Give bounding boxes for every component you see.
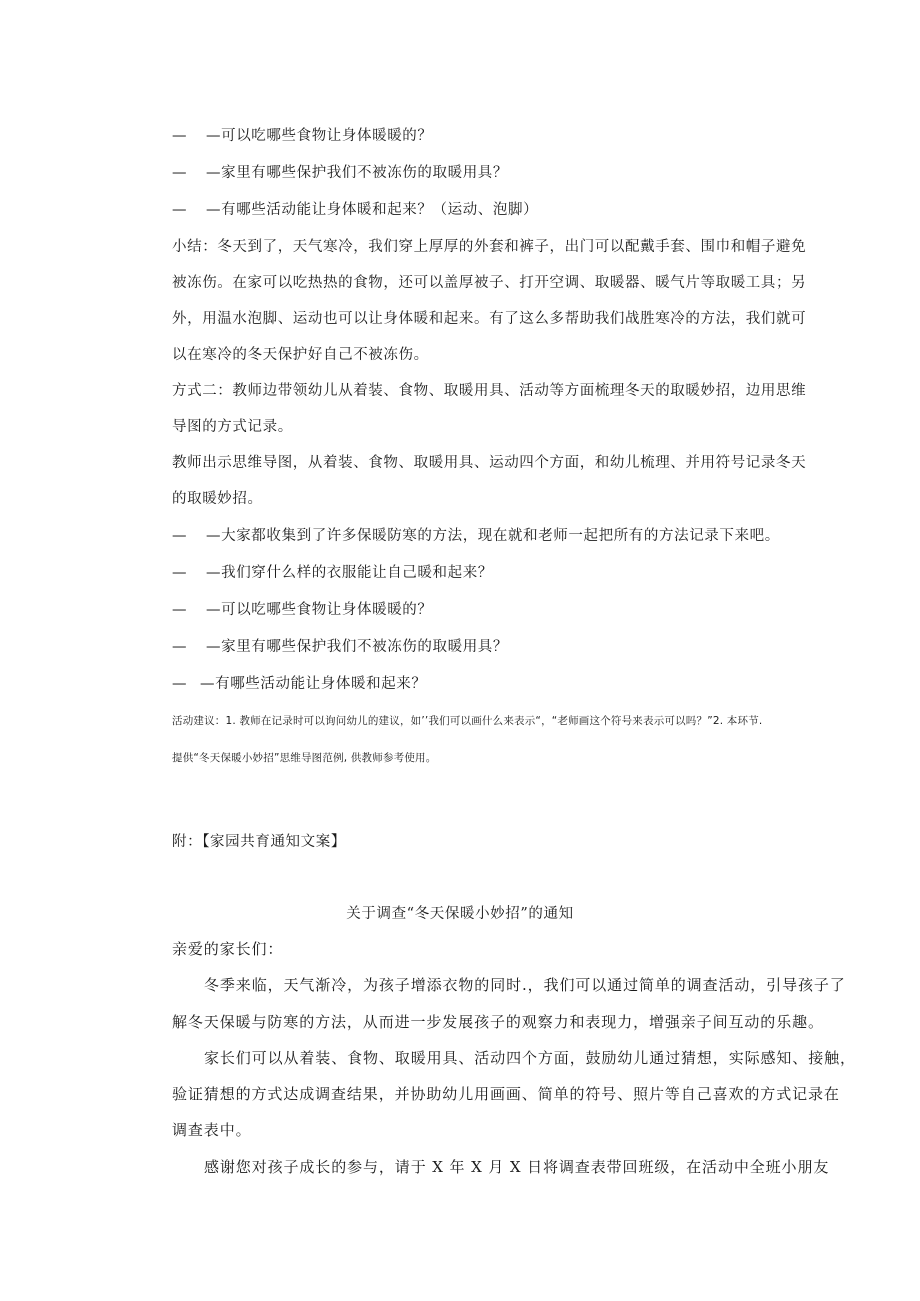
notice-paragraph-line: 感谢您对孩子成长的参与，请于 X 年 X 月 X 日将调查表带回班级，在活动中全班小朋友 <box>204 1158 830 1176</box>
notice-greeting: 亲爱的家长们： <box>172 940 284 958</box>
dash-marker: — <box>172 676 188 692</box>
activity-suggestion-line: 活动建议：1. 教师在记录时可以询问幼儿的建议，如’’我们可以画什么来表示“，“老师画这个符号来表示可以吗？”2. 本环节. <box>172 715 763 727</box>
notice-paragraph-line: 冬季来临，天气渐冷，为孩子增添衣物的同时.，我们可以通过简单的调查活动，引导孩子了 <box>204 976 846 994</box>
appendix-label: 附：【家园共育通知文案】 <box>172 834 346 850</box>
summary-line: 小结：冬天到了，天气寒冷，我们穿上厚厚的外套和裤子，出门可以配戴手套、围巾和帽子避免 <box>172 239 807 255</box>
dash-marker: — <box>172 128 188 144</box>
teacher-line: 教师出示思维导图，从着装、食物、取暖用具、运动四个方面，和幼儿梳理、并用符号记录冬天 <box>172 455 807 471</box>
question-line-heating-tools: — —家里有哪些保护我们不被冻伤的取暖用具？ <box>172 165 508 181</box>
dialogue-line: — —有哪些活动能让身体暖和起来？ <box>172 676 427 692</box>
dash-marker: — <box>172 639 188 655</box>
activity-suggestion-line: 提供“冬天保暖小妙招”思维导图范例, 供教师参考使用。 <box>172 752 437 764</box>
dialogue-line: — —我们穿什么样的衣服能让自己暖和起来？ <box>172 565 493 581</box>
method2-line: 导图的方式记录。 <box>172 419 293 435</box>
dash-marker: — <box>172 528 188 544</box>
dialogue-line: — —大家都收集到了许多保暖防寒的方法，现在就和老师一起把所有的方法记录下来吧。 <box>172 528 780 544</box>
dash-marker: — <box>172 165 188 181</box>
question-line-food: — —可以吃哪些食物让身体暖暖的？ <box>172 128 433 144</box>
dash-marker: — <box>172 202 188 218</box>
dash-marker: — <box>172 602 188 618</box>
notice-paragraph-line: 验证猜想的方式达成调查结果，并协助幼儿用画画、简单的符号、照片等自己喜欢的方式记录在 <box>172 1085 840 1103</box>
notice-paragraph-line: 家长们可以从着装、食物、取暖用具、活动四个方面，鼓励幼儿通过猜想，实际感知、接触， <box>204 1049 856 1067</box>
summary-line: 以在寒冷的冬天保护好自己不被冻伤。 <box>172 347 429 363</box>
question-line-activities: — —有哪些活动能让身体暖和起来？（运动、泡脚） <box>172 202 539 218</box>
summary-line: 外，用温水泡脚、运动也可以让身体暖和起来。有了这么多帮助我们战胜寒冷的方法，我们就可 <box>172 311 807 327</box>
method2-line: 方式二：教师边带领幼儿从着装、食物、取暖用具、活动等方面梳理冬天的取暖妙招，边用思维 <box>172 383 807 399</box>
teacher-line: 的取暖妙招。 <box>172 491 263 507</box>
dialogue-line: — —家里有哪些保护我们不被冻伤的取暖用具？ <box>172 639 508 655</box>
notice-paragraph-line: 解冬天保暖与防寒的方法，从而进一步发展孩子的观察力和表现力，增强亲子间互动的乐趣。 <box>172 1013 824 1031</box>
dash-marker: — <box>172 565 188 581</box>
dialogue-line: — —可以吃哪些食物让身体暖暖的？ <box>172 602 433 618</box>
notice-title: 关于调查“冬天保暖小妙招”的通知 <box>346 906 574 922</box>
notice-paragraph-line: 调查表中。 <box>172 1121 252 1139</box>
summary-line: 被冻伤。在家可以吃热热的食物，还可以盖厚被子、打开空调、取暖器、暖气片等取暖工具；另 <box>172 275 807 291</box>
